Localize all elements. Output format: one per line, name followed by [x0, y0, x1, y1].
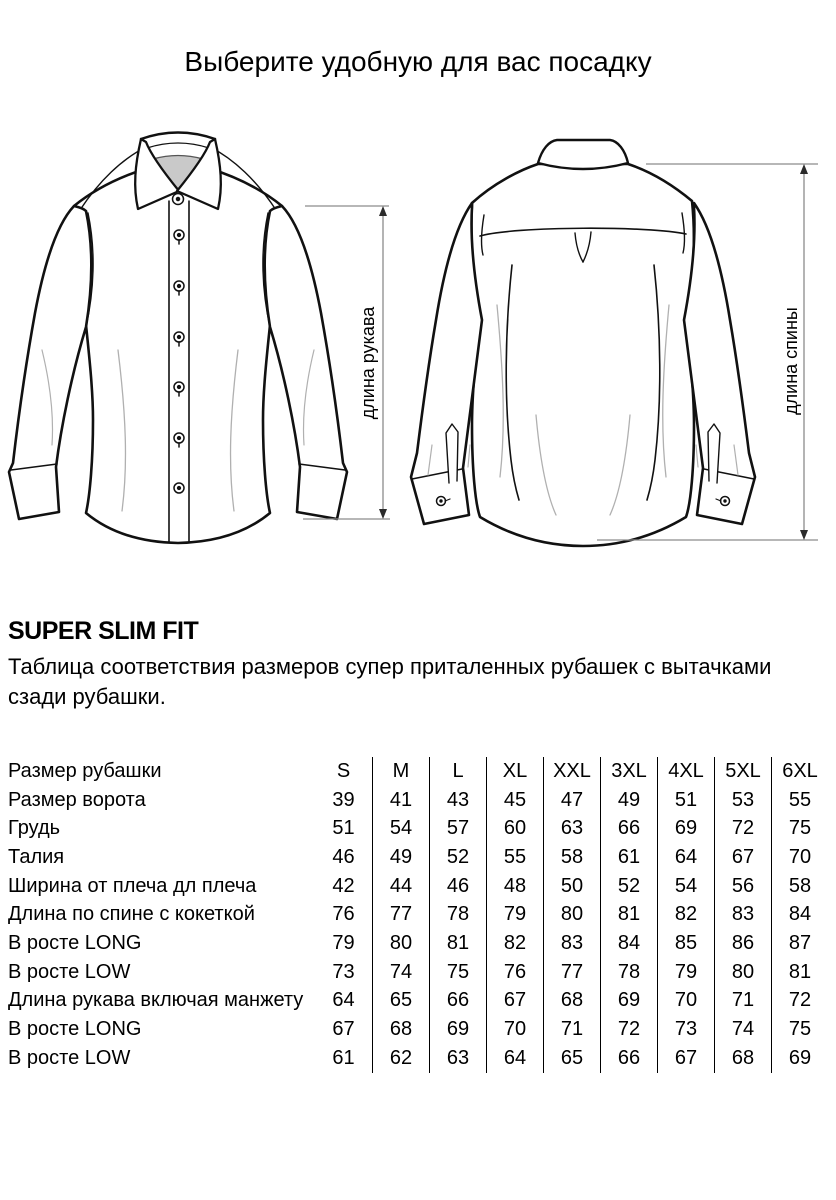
table-cell: 77 [372, 900, 429, 929]
table-cell: 46 [332, 845, 355, 868]
table-cell: 61 [332, 1046, 355, 1069]
table-cell: 87 [771, 929, 828, 958]
table-cell: 69 [429, 1015, 486, 1044]
row-label: Талия [8, 845, 65, 868]
arrow-up-icon [800, 164, 808, 174]
fit-description [8, 652, 828, 712]
table-cell: 68 [543, 987, 600, 1016]
table-cell: 39 [332, 788, 355, 811]
table-cell: 3XL [600, 757, 657, 786]
table-cell: 58 [543, 843, 600, 872]
table-cell: 63 [429, 1044, 486, 1073]
table-cell: 42 [332, 874, 355, 897]
table-cell: 69 [771, 1044, 828, 1073]
table-row [8, 929, 828, 958]
table-cell: 68 [372, 1015, 429, 1044]
fit-description-line1: Таблица соответствия размеров супер приталенных рубашек с вытачками [8, 654, 772, 679]
table-cell: 74 [372, 958, 429, 987]
row-label: В росте LOW [8, 1046, 131, 1069]
table-row [8, 757, 828, 786]
table-cell: 78 [429, 900, 486, 929]
table-cell: XXL [543, 757, 600, 786]
table-cell: 51 [332, 817, 355, 840]
table-cell: 66 [429, 987, 486, 1016]
back-length-label: длина спины [781, 307, 801, 415]
table-cell: 6XL [771, 757, 828, 786]
row-label: Длина рукава включая манжету [8, 989, 304, 1012]
shirt-front-drawing [9, 133, 347, 544]
row-label: В росте LONG [8, 931, 142, 954]
table-cell: 81 [600, 900, 657, 929]
table-cell: 83 [543, 929, 600, 958]
table-cell: 78 [600, 958, 657, 987]
arrow-up-icon [379, 206, 387, 216]
table-cell: 72 [600, 1015, 657, 1044]
table-cell: 77 [543, 958, 600, 987]
table-cell: 51 [657, 786, 714, 815]
table-cell: 82 [486, 929, 543, 958]
table-cell: 68 [714, 1044, 771, 1073]
table-row [8, 900, 828, 929]
shirt-diagrams [0, 115, 836, 555]
table-cell: 74 [714, 1015, 771, 1044]
table-cell: 60 [486, 814, 543, 843]
table-cell: 58 [771, 872, 828, 901]
table-cell: 76 [486, 958, 543, 987]
table-cell: 81 [771, 958, 828, 987]
table-cell: 52 [600, 872, 657, 901]
table-cell: L [429, 757, 486, 786]
table-row [8, 872, 828, 901]
table-cell: 67 [714, 843, 771, 872]
arrow-down-icon [800, 530, 808, 540]
table-cell: M [372, 757, 429, 786]
sleeve-length-label: длина рукава [358, 306, 378, 420]
shirt-back-drawing [411, 140, 755, 546]
table-cell: 70 [486, 1015, 543, 1044]
table-cell: 75 [429, 958, 486, 987]
table-cell: 85 [657, 929, 714, 958]
table-cell: 67 [657, 1044, 714, 1073]
table-cell: 72 [714, 814, 771, 843]
table-cell: 52 [429, 843, 486, 872]
table-cell: 80 [543, 900, 600, 929]
table-cell: 5XL [714, 757, 771, 786]
arrow-down-icon [379, 509, 387, 519]
table-cell: 79 [486, 900, 543, 929]
table-row [8, 1015, 828, 1044]
table-cell: 47 [543, 786, 600, 815]
table-cell: 54 [372, 814, 429, 843]
table-cell: 53 [714, 786, 771, 815]
back-collar [538, 140, 628, 169]
table-cell: 64 [486, 1044, 543, 1073]
table-cell: 55 [771, 786, 828, 815]
table-cell: 72 [771, 987, 828, 1016]
table-cell: 80 [372, 929, 429, 958]
table-cell: 66 [600, 1044, 657, 1073]
page-title: Выберите удобную для вас посадку [184, 46, 652, 77]
row-label: В росте LONG [8, 1018, 142, 1041]
table-cell: 65 [543, 1044, 600, 1073]
table-cell: 70 [771, 843, 828, 872]
table-cell: 62 [372, 1044, 429, 1073]
row-label: Размер ворота [8, 788, 146, 811]
table-cell: 4XL [657, 757, 714, 786]
table-cell: 64 [332, 989, 355, 1012]
table-cell: 81 [429, 929, 486, 958]
fit-description-line2: сзади рубашки. [8, 684, 166, 709]
table-cell: 54 [657, 872, 714, 901]
table-cell: 70 [657, 987, 714, 1016]
table-cell: 45 [486, 786, 543, 815]
table-row [8, 843, 828, 872]
table-row [8, 987, 828, 1016]
table-cell: 63 [543, 814, 600, 843]
table-cell: 56 [714, 872, 771, 901]
table-cell: 82 [657, 900, 714, 929]
table-row [8, 1044, 828, 1073]
table-row [8, 958, 828, 987]
table-cell: 41 [372, 786, 429, 815]
table-cell: 79 [332, 931, 355, 954]
table-cell: XL [486, 757, 543, 786]
row-label: Ширина от плеча дл плеча [8, 874, 257, 897]
table-cell: 75 [771, 814, 828, 843]
table-cell: 86 [714, 929, 771, 958]
table-cell: 61 [600, 843, 657, 872]
table-cell: 46 [429, 872, 486, 901]
table-cell: 44 [372, 872, 429, 901]
table-row [8, 786, 828, 815]
table-cell: 80 [714, 958, 771, 987]
row-label: Грудь [8, 817, 61, 840]
table-cell: 57 [429, 814, 486, 843]
table-cell: 79 [657, 958, 714, 987]
table-cell: 71 [714, 987, 771, 1016]
table-cell: 73 [657, 1015, 714, 1044]
table-cell: 64 [657, 843, 714, 872]
row-label: Размер рубашки [8, 759, 162, 782]
table-cell: S [336, 759, 351, 782]
table-cell: 84 [600, 929, 657, 958]
table-cell: 50 [543, 872, 600, 901]
table-cell: 49 [600, 786, 657, 815]
table-cell: 75 [771, 1015, 828, 1044]
table-cell: 55 [486, 843, 543, 872]
row-label: В росте LOW [8, 960, 131, 983]
row-label: Длина по спине с кокеткой [8, 903, 255, 926]
table-row [8, 814, 828, 843]
table-cell: 67 [486, 987, 543, 1016]
table-cell: 48 [486, 872, 543, 901]
table-cell: 69 [657, 814, 714, 843]
table-cell: 49 [372, 843, 429, 872]
table-cell: 83 [714, 900, 771, 929]
table-cell: 76 [332, 903, 355, 926]
table-cell: 73 [332, 960, 355, 983]
size-table [8, 757, 828, 1073]
table-cell: 67 [332, 1018, 355, 1041]
table-cell: 69 [600, 987, 657, 1016]
table-cell: 84 [771, 900, 828, 929]
fit-heading: SUPER SLIM FIT [8, 617, 199, 645]
table-cell: 43 [429, 786, 486, 815]
table-cell: 66 [600, 814, 657, 843]
table-cell: 71 [543, 1015, 600, 1044]
table-cell: 65 [372, 987, 429, 1016]
